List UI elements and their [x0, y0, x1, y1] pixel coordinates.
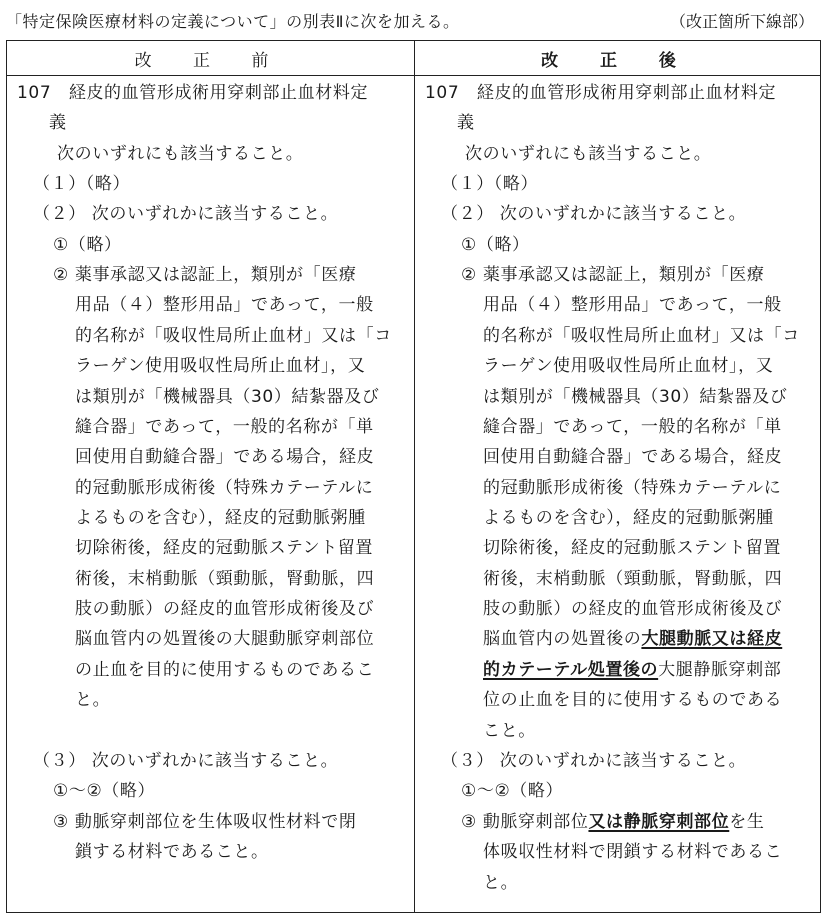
- text-line: 肢の動脈）の経皮的血管形成術後及び: [75, 599, 375, 619]
- text-line: ①（略）: [53, 235, 122, 255]
- document-title: 「特定保険医療材料の定義について」の別表Ⅱに次を加える。: [6, 12, 460, 31]
- revision-note: （改正箇所下線部）: [669, 12, 814, 31]
- text-line: 位の止血を目的に使用するものである: [483, 690, 783, 710]
- comparison-table: [6, 40, 821, 913]
- text-segment: 脳血管内の処置後の: [483, 629, 642, 649]
- text-line: 切除術後，経皮的冠動脈ステント留置: [75, 538, 374, 558]
- text-line: 次のいずれにも該当すること。: [465, 144, 712, 164]
- text-line: の止血を目的に使用するものであるこ: [75, 660, 375, 680]
- text-line: [483, 624, 782, 654]
- text-line: [483, 655, 781, 685]
- amended-text: 大腿動脈又は経皮: [641, 629, 783, 649]
- text-line: （３） 次のいずれかに該当すること。: [33, 751, 339, 771]
- text-line: （２） 次のいずれかに該当すること。: [441, 204, 747, 224]
- text-line: ①～②（略）: [53, 781, 156, 801]
- column-header-after: 改 正 後: [415, 41, 821, 76]
- text-line: 回使用自動縫合器」である場合，経皮: [483, 447, 783, 467]
- text-line: 回使用自動縫合器」である場合，経皮: [75, 447, 375, 467]
- text-line: ラーゲン使用吸収性局所止血材」，又: [75, 356, 366, 376]
- text-line: 的名称が「吸収性局所止血材」又は「コ: [75, 326, 392, 346]
- text-line: 用品（４）整形用品」であって，一般: [75, 295, 374, 315]
- text-line: 的名称が「吸収性局所止血材」又は「コ: [483, 326, 800, 346]
- text-line: よるものを含む），経皮的冠動脈粥腫: [483, 508, 774, 528]
- text-line: 的冠動脈形成術後（特殊カテーテルに: [75, 478, 374, 498]
- text-line: ② 薬事承認又は認証上，類別が「医療: [461, 265, 765, 285]
- text-line: ①～②（略）: [461, 781, 564, 801]
- column-header-before: 改 正 前: [7, 41, 415, 76]
- text-segment: 大腿静脈穿刺部: [658, 660, 782, 680]
- text-line: 次のいずれにも該当すること。: [57, 144, 304, 164]
- text-line: ラーゲン使用吸収性局所止血材」，又: [483, 356, 774, 376]
- amended-text: 的カテーテル処置後の: [483, 660, 659, 680]
- text-line: よるものを含む），経皮的冠動脈粥腫: [75, 508, 366, 528]
- text-line: 用品（４）整形用品」であって，一般: [483, 295, 782, 315]
- amended-text: 又は静脈穿刺部位: [588, 812, 730, 832]
- text-line: 義: [457, 113, 475, 133]
- text-line: と。: [483, 873, 519, 893]
- text-line: 脳血管内の処置後の大腿動脈穿刺部位: [75, 629, 375, 649]
- text-line: 切除術後，経皮的冠動脈ステント留置: [483, 538, 782, 558]
- text-line: （１）（略）: [33, 174, 131, 194]
- text-line: 的冠動脈形成術後（特殊カテーテルに: [483, 478, 782, 498]
- text-line: 体吸収性材料で閉鎖する材料であるこ: [483, 842, 783, 862]
- text-line: 107 経皮的血管形成術用穿刺部止血材料定: [425, 83, 777, 103]
- before-column: [7, 76, 415, 913]
- text-segment: ③ 動脈穿刺部位: [461, 812, 589, 832]
- text-line: 縫合器」であって，一般的名称が「単: [483, 417, 782, 437]
- text-line: 義: [49, 113, 67, 133]
- text-line: は類別が「機械器具（30）結紮器及び: [75, 387, 380, 407]
- text-line: （２） 次のいずれかに該当すること。: [33, 204, 339, 224]
- after-column: [415, 76, 821, 913]
- text-line: （１）（略）: [441, 174, 539, 194]
- text-line: こと。: [483, 721, 536, 741]
- text-line: （３） 次のいずれかに該当すること。: [441, 751, 747, 771]
- header: [0, 0, 828, 40]
- text-segment: を生: [729, 812, 765, 832]
- text-line: 術後，末梢動脈（頸動脈，腎動脈，四: [483, 569, 783, 589]
- text-line: は類別が「機械器具（30）結紮器及び: [483, 387, 788, 407]
- text-line: 107 経皮的血管形成術用穿刺部止血材料定: [17, 83, 369, 103]
- text-line: ③ 動脈穿刺部位を生体吸収性材料で閉: [53, 812, 357, 832]
- text-line: 縫合器」であって，一般的名称が「単: [75, 417, 374, 437]
- text-line: と。: [75, 690, 111, 710]
- text-line: 肢の動脈）の経皮的血管形成術後及び: [483, 599, 783, 619]
- text-line: 鎖する材料であること。: [75, 842, 269, 862]
- text-line: 術後，末梢動脈（頸動脈，腎動脈，四: [75, 569, 375, 589]
- text-line: [461, 807, 764, 837]
- text-line: ①（略）: [461, 235, 530, 255]
- text-line: ② 薬事承認又は認証上，類別が「医療: [53, 265, 357, 285]
